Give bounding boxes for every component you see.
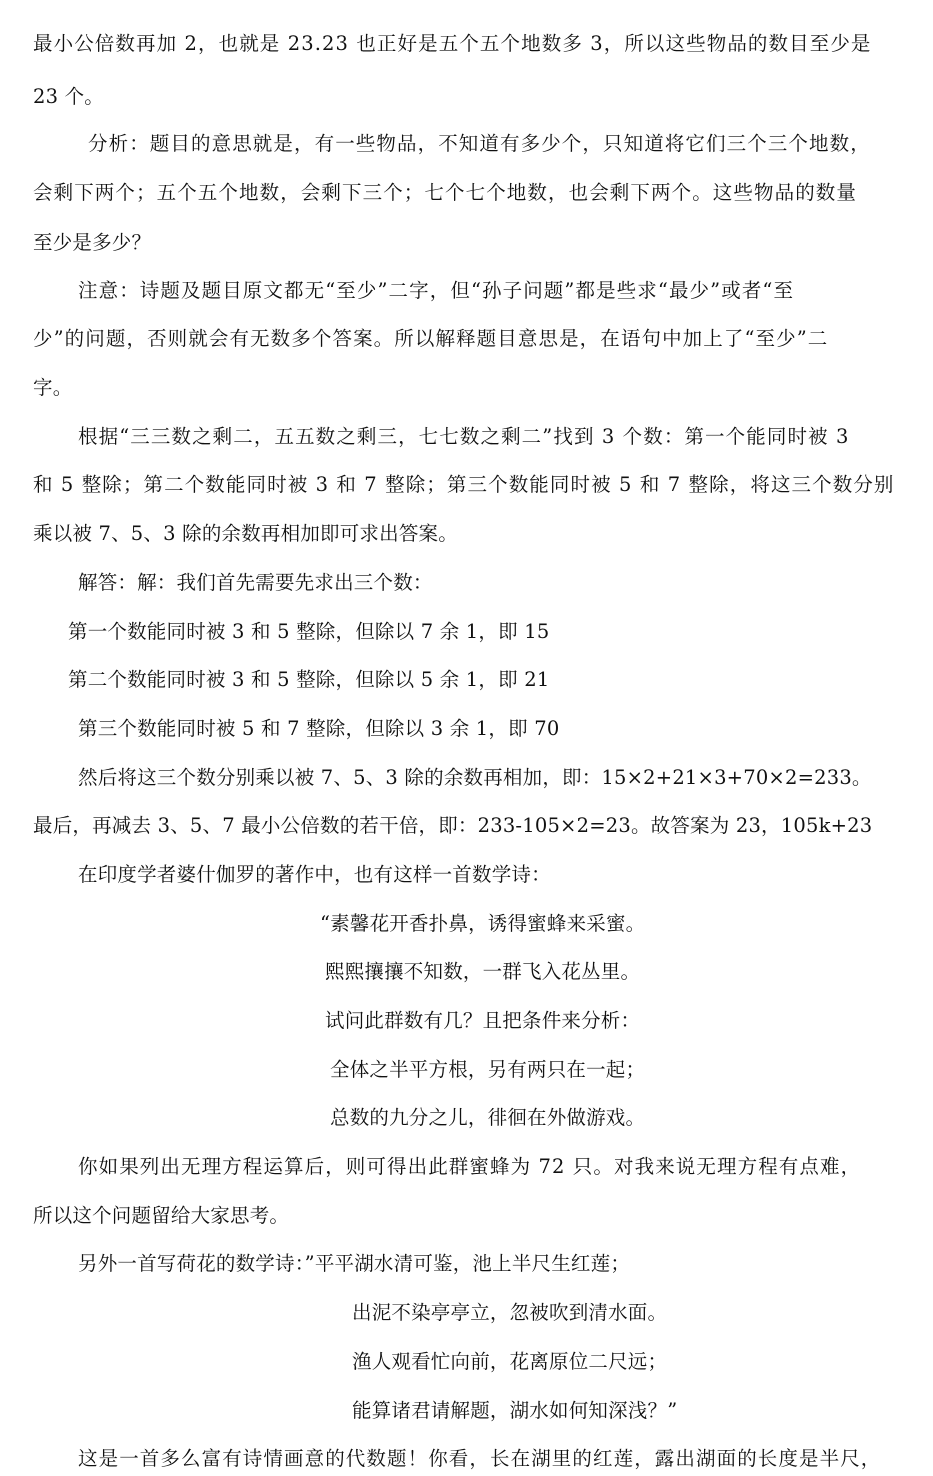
text-line-13: 第一个数能同时被 3 和 5 整除，但除以 7 余 1，即 15 [68,620,550,643]
text-line-18: 在印度学者婆什伽罗的著作中，也有这样一首数学诗： [78,863,551,886]
poem-line-1: “素馨花开香扑鼻，诱得蜜蜂来采蜜。 [320,912,646,935]
text-line-15: 第三个数能同时被 5 和 7 整除，但除以 3 余 1，即 70 [78,717,560,740]
poem-line-2: 熙熙攘攘不知数，一群飞入花丛里。 [325,960,641,983]
text-line-17: 最后，再减去 3、5、7 最小公倍数的若干倍，即：233-105×2=23。故答案为 23，105k+23 [33,814,873,837]
poem2-line-1: 出泥不染亭亭立，忽被吹到清水面。 [352,1301,668,1324]
text-line-1: 最小公倍数再加 2，也就是 23.23 也正好是五个五个地数多 3，所以这些物品的数目至少是 [33,32,872,55]
text-line-5: 至少是多少？ [33,231,152,254]
text-line-19: 你如果列出无理方程运算后，则可得出此群蜜蜂为 72 只。对我来说无理方程有点难， [78,1155,862,1178]
text-line-3: 分析：题目的意思就是，有一些物品，不知道有多少个，只知道将它们三个三个地数， [88,132,871,155]
text-line-14: 第二个数能同时被 3 和 5 整除，但除以 5 余 1，即 21 [68,668,550,691]
text-line-7: 少”的问题，否则就会有无数多个答案。所以解释题目意思是，在语句中加上了“至少”二 [33,327,829,350]
poem-line-5: 总数的九分之儿，徘徊在外做游戏。 [330,1106,646,1129]
text-line-11: 乘以被 7、5、3 除的余数再相加即可求出答案。 [33,522,458,545]
poem2-line-2: 渔人观看忙向前，花离原位二尺远； [352,1350,668,1373]
text-line-9: 根据“三三数之剩二，五五数之剩三，七七数之剩二”找到 3 个数：第一个能同时被 3 [78,425,850,448]
text-line-22: 这是一首多么富有诗情画意的代数题！你看，长在湖里的红莲，露出湖面的长度是半尺， [78,1447,882,1470]
poem-line-4: 全体之半平方根，另有两只在一起； [330,1058,646,1081]
poem-line-3: 试问此群数有几？且把条件来分析： [325,1009,641,1032]
poem2-line-3: 能算诸君请解题，湖水如何知深浅？” [352,1399,678,1422]
text-line-21: 另外一首写荷花的数学诗：”平平湖水清可鉴，池上半尺生红莲； [78,1252,631,1275]
text-line-10: 和 5 整除；第二个数能同时被 3 和 7 整除；第三个数能同时被 5 和 7 整除，将这三个数分别 [33,473,895,496]
text-line-8: 字。 [33,376,73,399]
text-line-20: 所以这个问题留给大家思考。 [33,1204,290,1227]
text-line-2: 23 个。 [33,85,105,108]
text-line-16: 然后将这三个数分别乘以被 7、5、3 除的余数再相加，即：15×2+21×3+70×2=233。 [78,766,872,789]
text-line-12: 解答：解：我们首先需要先求出三个数： [78,571,433,594]
text-line-6: 注意：诗题及题目原文都无“至少”二字，但“孙子问题”都是些求“最少”或者“至 [78,279,795,302]
text-line-4: 会剩下两个；五个五个地数，会剩下三个；七个七个地数，也会剩下两个。这些物品的数量 [33,181,858,204]
